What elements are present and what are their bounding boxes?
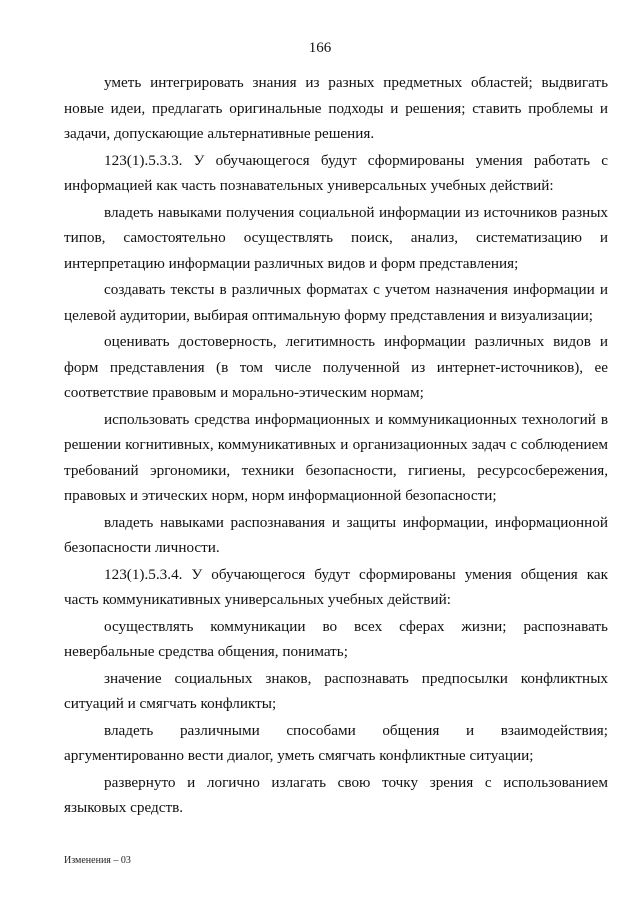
paragraph-info-skills: владеть навыками получения социальной информации из источников разных типов, самостоятельно осуществлять поиск, анализ, систематизацию и интерпретацию информации различных видов и форм представления;	[64, 203, 608, 272]
paragraph-express-view: развернуто и логично излагать свою точку зрения с использованием языковых средств.	[64, 773, 608, 816]
paragraph-social-signs: значение социальных знаков, распознавать предпосылки конфликтных ситуаций и смягчать конфликты;	[64, 669, 608, 712]
footer-revision: Изменения – 03	[64, 855, 131, 866]
paragraph-create-texts: создавать тексты в различных форматах с учетом назначения информации и целевой аудитории, выбирая оптимальную форму представления и визуализации;	[64, 281, 608, 324]
paragraph-dialogue: владеть различными способами общения и взаимодействия; аргументированно вести диалог, уметь смягчать конфликтные ситуации;	[64, 721, 608, 764]
document-body	[64, 70, 608, 821]
paragraph-use-ict: использовать средства информационных и коммуникационных технологий в решении когнитивных, коммуникативных и организационных задач с соблюдением требований эргономики, техники безопасности, гигиены, ресурсосбережения, правовых и этических норм, норм информационной безопасности;	[64, 410, 608, 504]
paragraph-info-protection: владеть навыками распознавания и защиты информации, информационной безопасности личности.	[64, 513, 608, 556]
paragraph-communication: осуществлять коммуникации во всех сферах жизни; распознавать невербальные средства общения, понимать;	[64, 617, 608, 660]
paragraph-integrate-knowledge: уметь интегрировать знания из разных предметных областей; выдвигать новые идеи, предлагать оригинальные подходы и решения; ставить проблемы и задачи, допускающие альтернативные решения.	[64, 74, 608, 142]
page-number: 166	[308, 40, 332, 56]
paragraph-section-5-3-4: 123(1).5.3.4. У обучающегося будут сформированы умения общения как часть коммуникативных универсальных учебных действий:	[64, 565, 608, 608]
paragraph-evaluate-reliability: оценивать достоверность, легитимность информации различных видов и форм представления (в том числе полученной из интернет-источников), ее соответствие правовым и морально-этическим нормам;	[64, 333, 608, 401]
paragraph-section-5-3-3: 123(1).5.3.3. У обучающегося будут сформированы умения работать с информацией как часть познавательных универсальных учебных действий:	[64, 151, 608, 194]
